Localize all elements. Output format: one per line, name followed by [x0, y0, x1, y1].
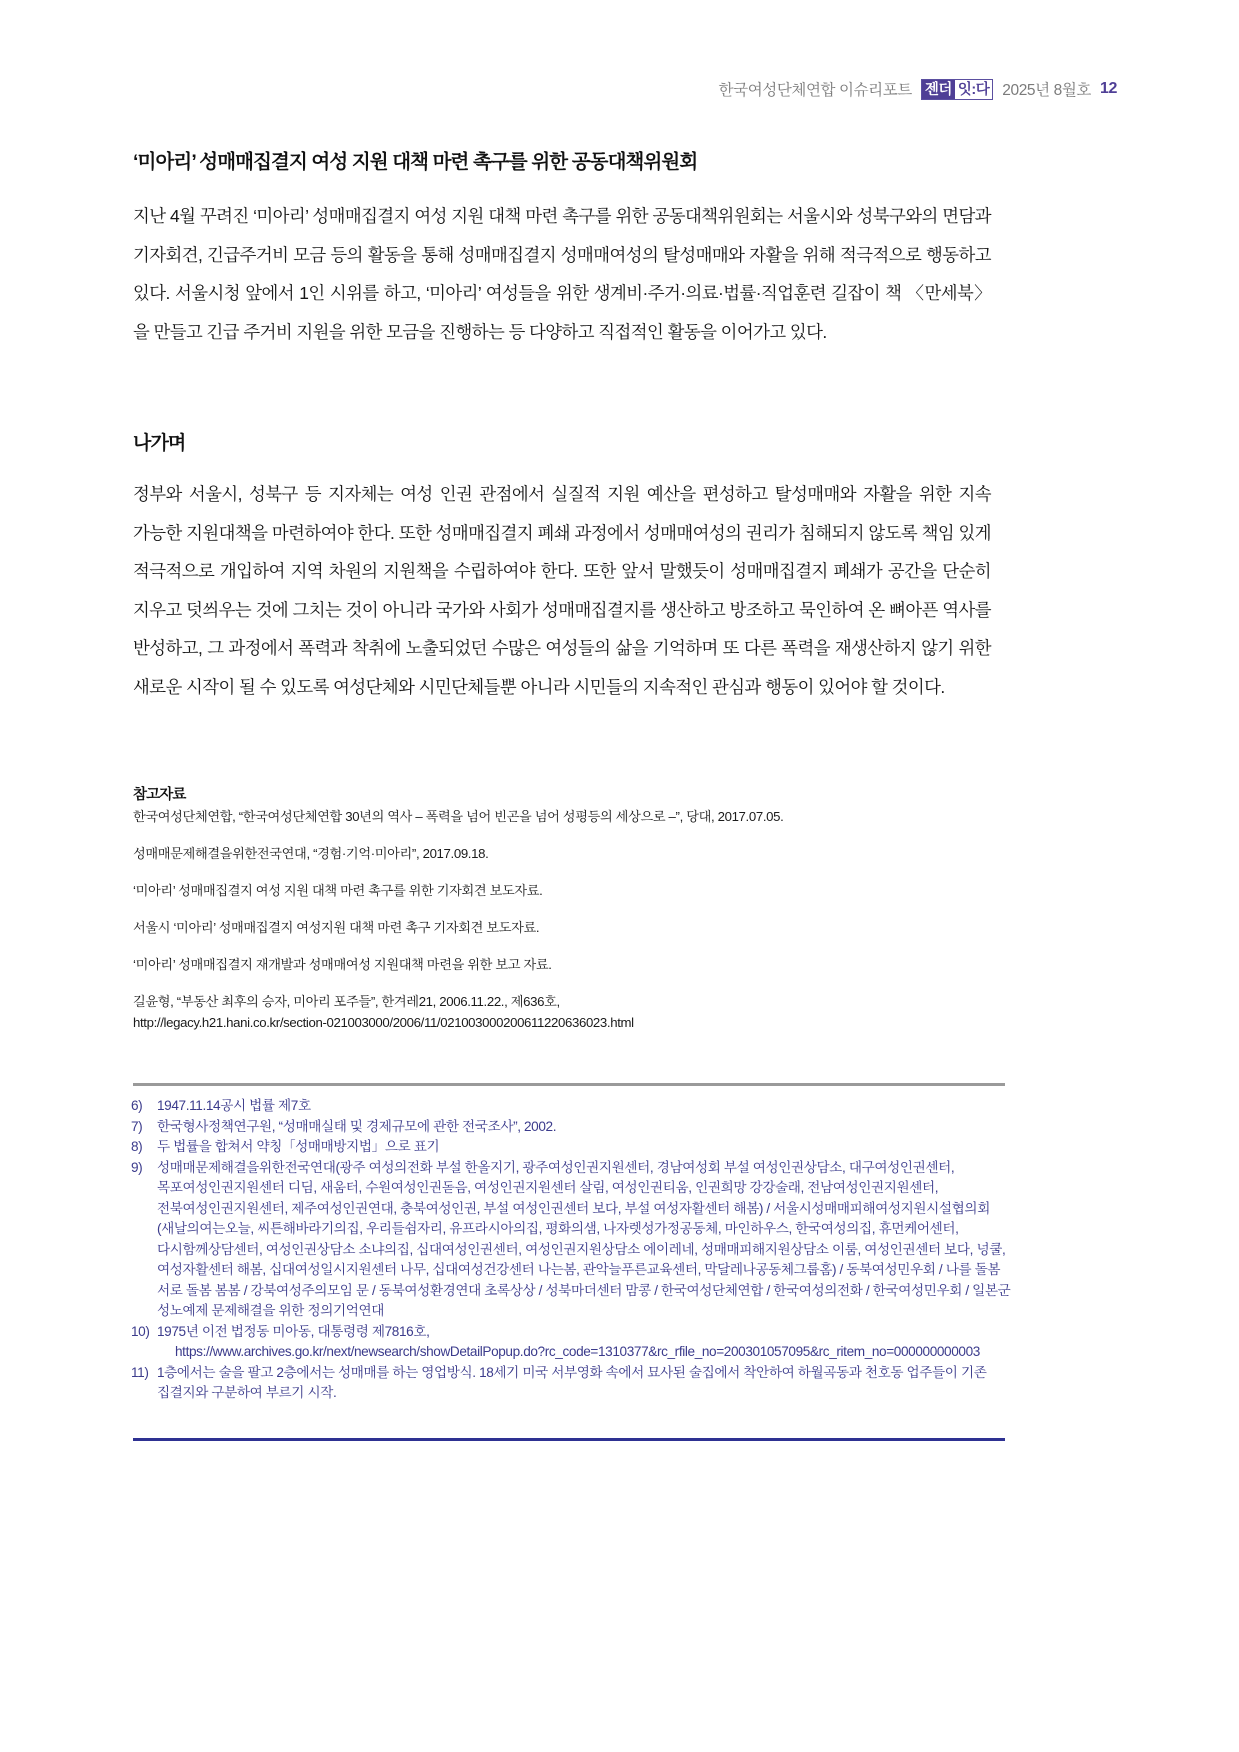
brand-badge-left: 젠더 [922, 80, 955, 99]
footnote-text: 1975년 이전 법정동 미아동, 대통령령 제7816호, [157, 1323, 430, 1339]
footnote-text: 한국형사정책연구원, “성매매실태 및 경제규모에 관한 전국조사”, 2002. [157, 1118, 557, 1134]
reference-item: 서울시 ‘미아리’ 성매매집결지 여성지원 대책 마련 촉구 기자회견 보도자료. [133, 920, 540, 935]
footnote-item [131, 1363, 1011, 1404]
reference-item: 성매매문제해결을위한전국연대, “경험·기억·미아리”, 2017.09.18. [133, 846, 489, 861]
closing-paragraph: 정부와 서울시, 성북구 등 지자체는 여성 인권 관점에서 실질적 지원 예산을 편성하고 탈성매매와 자활을 위한 지속 가능한 지원대책을 마련하여야 한다. 또한 성매매집결지 폐쇄 과정에서 성매매여성의 권리가 침해되지 않도록 책임 있게 적극적으로 개입하여 지역 차원의 지원책을 수립하여야 한다. 또한 앞서 말했듯이 성매매집결지 폐쇄가 공간을 단순히 지우고 덧씌우는 것에 그치는 것이 아니라 국가와 사회가 성매매집결지를 생산하고 방조하고 묵인하여 온 뼈아픈 역사를 반성하고, 그 과정에서 폭력과 착취에 노출되었던 수많은 여성들의 삶을 기억하며 또 다른 폭력을 재생산하지 않기 위한 새로운 시작이 될 수 있도록 여성단체와 시민단체들뿐 아니라 시민들의 지속적인 관심과 행동이 있어야 할 것이다. [133, 484, 991, 697]
footnote-divider [133, 1083, 1005, 1086]
footnote-number: 10) [131, 1323, 150, 1339]
reference-item: ‘미아리’ 성매매집결지 재개발과 성매매여성 지원대책 마련을 위한 보고 자료. [133, 957, 552, 972]
references-heading: 참고자료 [133, 786, 186, 803]
footnote-item [131, 1096, 1011, 1117]
reference-item: 한국여성단체연합, “한국여성단체연합 30년의 역사 – 폭력을 넘어 빈곤을 넘어 성평등의 세상으로 –”, 당대, 2017.07.05. [133, 809, 784, 824]
reference-item-last [133, 993, 1013, 1032]
footnote-item [131, 1322, 1011, 1363]
footnote-text: 두 법률을 합쳐서 약칭「성매매방지법」으로 표기 [157, 1139, 440, 1154]
issue-label: 2025년 8월호 [1002, 82, 1091, 99]
footnote-item [131, 1137, 1011, 1158]
footnote-item [131, 1158, 1011, 1322]
footnote-number: 8) [131, 1139, 143, 1154]
running-header [719, 78, 1117, 100]
footnote-number: 7) [131, 1118, 143, 1134]
footnote-number: 9) [131, 1159, 143, 1175]
reference-citation: 길윤형, “부동산 최후의 승자, 미아리 포주들”, 한겨레21, 2006.11.22., 제636호, [133, 994, 560, 1009]
footnote-text-wrapper [157, 1322, 1011, 1363]
publication-name: 한국여성단체연합 이슈리포트 [718, 82, 912, 99]
bottom-accent-rule [133, 1438, 1005, 1441]
brand-badge-right: 잇:다 [955, 80, 992, 99]
footnote-text: 성매매문제해결을위한전국연대(광주 여성의전화 부설 한올지기, 광주여성인권지원센터, 경남여성회 부설 여성인권상담소, 대구여성인권센터, 목포여성인권지원센터 디딤, 새움터, 수원여성인권돋음, 여성인권지원센터 살림, 여성인권티움, 인권희망 강강술래, 전남여성인권지원센터, 전북여성인권지원센터, 제주여성인권연대, 충북여성인권, 부설 여성인권센터 보다, 부설 여성자활센터 해봄) / 서울시성매매피해여성지원시설협의회(새날의여는오늘, 씨튼해바라기의집, 우리들쉼자리, 유프라시아의집, 평화의샘, 나자렛성가정공동체, 마인하우스, 한국여성의집, 휴먼케어센터, 다시함께상담센터, 여성인권상담소 소냐의집, 십대여성인권센터, 여성인권지원상담소 에이레네, 성매매피해지원상담소 이룸, 여성인권센터 보다, 넝쿨, 여성자활센터 해봄, 십대여성일시지원센터 나무, 십대여성건강센터 나는봄, 관악늘푸른교육센터, 막달레나공동체그룹홈) / 동북여성민우회 / 나를 돌봄 서로 돌봄 봄봄 / 강북여성주의모임 문 / 동북여성환경연대 초록상상 / 성북마더센터 맘콩 / 한국여성단체연합 / 한국여성의전화 / 한국여성민우회 / 일본군 성노예제 문제해결을 위한 정의기억연대 [157, 1159, 1011, 1318]
footnote-number: 11) [131, 1364, 149, 1380]
brand-badge [921, 79, 993, 100]
reference-item: ‘미아리’ 성매매집결지 여성 지원 대책 마련 촉구를 위한 기자회견 보도자료. [133, 883, 543, 898]
references-list [133, 808, 1013, 1051]
footnote-item [131, 1117, 1011, 1138]
footnotes-list [131, 1096, 1011, 1404]
reference-url: http://legacy.h21.hani.co.kr/section-021003000/2006/11/021003000200611220636023.html [133, 1015, 634, 1030]
intro-paragraph: 지난 4월 꾸려진 ‘미아리’ 성매매집결지 여성 지원 대책 마련 촉구를 위한 공동대책위원회는 서울시와 성북구와의 면담과 기자회견, 긴급주거비 모금 등의 활동을 통해 성매매집결지 성매매여성의 탈성매매와 자활을 위해 적극적으로 행동하고 있다. 서울시청 앞에서 1인 시위를 하고, ‘미아리’ 여성들을 위한 생계비·주거·의료·법률·직업훈련 길잡이 책 〈만세북〉을 만들고 긴급 주거비 지원을 위한 모금을 진행하는 등 다양하고 직접적인 활동을 이어가고 있다. [133, 206, 991, 342]
page-title: ‘미아리’ 성매매집결지 여성 지원 대책 마련 촉구를 위한 공동대책위원회 [133, 151, 698, 174]
footnote-text: 1층에서는 술을 팔고 2층에서는 성매매를 하는 영업방식. 18세기 미국 서부영화 속에서 묘사된 술집에서 착안하여 하월곡동과 천호동 업주들이 기존 집결지와 구분하여 부르기 시작. [157, 1364, 987, 1400]
footnote-number: 6) [131, 1098, 143, 1113]
page-number: 12 [1100, 80, 1117, 97]
footnote-url: https://www.archives.go.kr/next/newsearch/showDetailPopup.do?rc_code=1310377&rc_rfile_no=200301057095&rc_ritem_no=000000000003 [175, 1344, 980, 1359]
footnote-text: 1947.11.14공시 법률 제7호 [157, 1098, 311, 1113]
closing-heading: 나가며 [133, 432, 186, 454]
